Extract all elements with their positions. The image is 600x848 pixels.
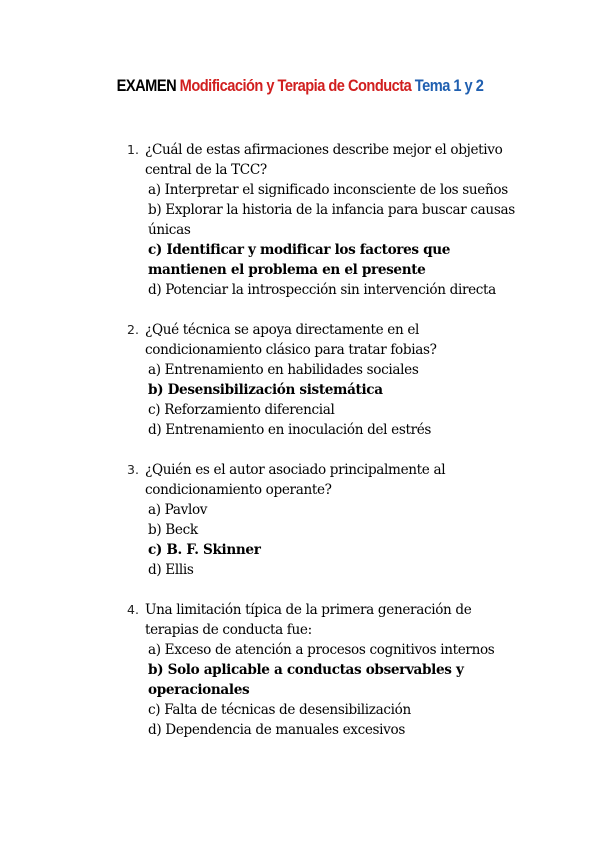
option-a: a) Interpretar el significado inconsciente de los sueños bbox=[148, 182, 508, 198]
option-a: a) Pavlov bbox=[148, 502, 208, 518]
option-list bbox=[0, 180, 600, 300]
question-text: Una limitación típica de la primera generación de terapias de conducta fue: bbox=[145, 602, 472, 638]
question-text: ¿Quién es el autor asociado principalmente al condicionamiento operante? bbox=[145, 462, 446, 498]
question-3 bbox=[0, 460, 600, 580]
option-d: d) Potenciar la introspección sin intervención directa bbox=[148, 282, 496, 298]
option-c: c) Falta de técnicas de desensibilización bbox=[148, 702, 411, 718]
question-text: ¿Qué técnica se apoya directamente en el condicionamiento clásico para tratar fobias? bbox=[145, 322, 437, 358]
question-2 bbox=[0, 320, 600, 440]
option-a: a) Exceso de atención a procesos cognitivos internos bbox=[148, 642, 495, 658]
option-d: d) Ellis bbox=[148, 562, 194, 578]
question-number: 3. bbox=[127, 462, 139, 477]
option-c: c) Reforzamiento diferencial bbox=[148, 402, 335, 418]
option-b-correct: b) Solo aplicable a conductas observables y operacionales bbox=[148, 662, 464, 698]
option-list bbox=[0, 360, 600, 440]
option-b: b) Beck bbox=[148, 522, 198, 538]
option-list bbox=[0, 500, 600, 580]
question-text: ¿Cuál de estas afirmaciones describe mejor el objetivo central de la TCC? bbox=[145, 142, 503, 178]
title-exam-label: EXAMEN bbox=[116, 76, 177, 95]
question-number: 1. bbox=[127, 142, 139, 157]
title-subject: Modificación y Terapia de Conducta bbox=[179, 76, 412, 95]
title-topic: Tema 1 y 2 bbox=[414, 76, 484, 95]
question-1 bbox=[0, 140, 600, 300]
option-d: d) Entrenamiento en inoculación del estrés bbox=[148, 422, 432, 438]
option-d: d) Dependencia de manuales excesivos bbox=[148, 722, 405, 738]
page-title bbox=[42, 76, 558, 96]
question-4 bbox=[0, 600, 600, 740]
option-c-correct: c) B. F. Skinner bbox=[148, 542, 261, 558]
option-c-correct: c) Identificar y modificar los factores que mantienen el problema en el presente bbox=[148, 242, 451, 278]
option-b: b) Explorar la historia de la infancia para buscar causas únicas bbox=[148, 202, 515, 238]
option-list bbox=[0, 640, 600, 740]
question-list bbox=[0, 140, 600, 760]
question-number: 4. bbox=[127, 602, 139, 617]
option-a: a) Entrenamiento en habilidades sociales bbox=[148, 362, 419, 378]
option-b-correct: b) Desensibilización sistemática bbox=[148, 382, 383, 398]
question-number: 2. bbox=[127, 322, 139, 337]
